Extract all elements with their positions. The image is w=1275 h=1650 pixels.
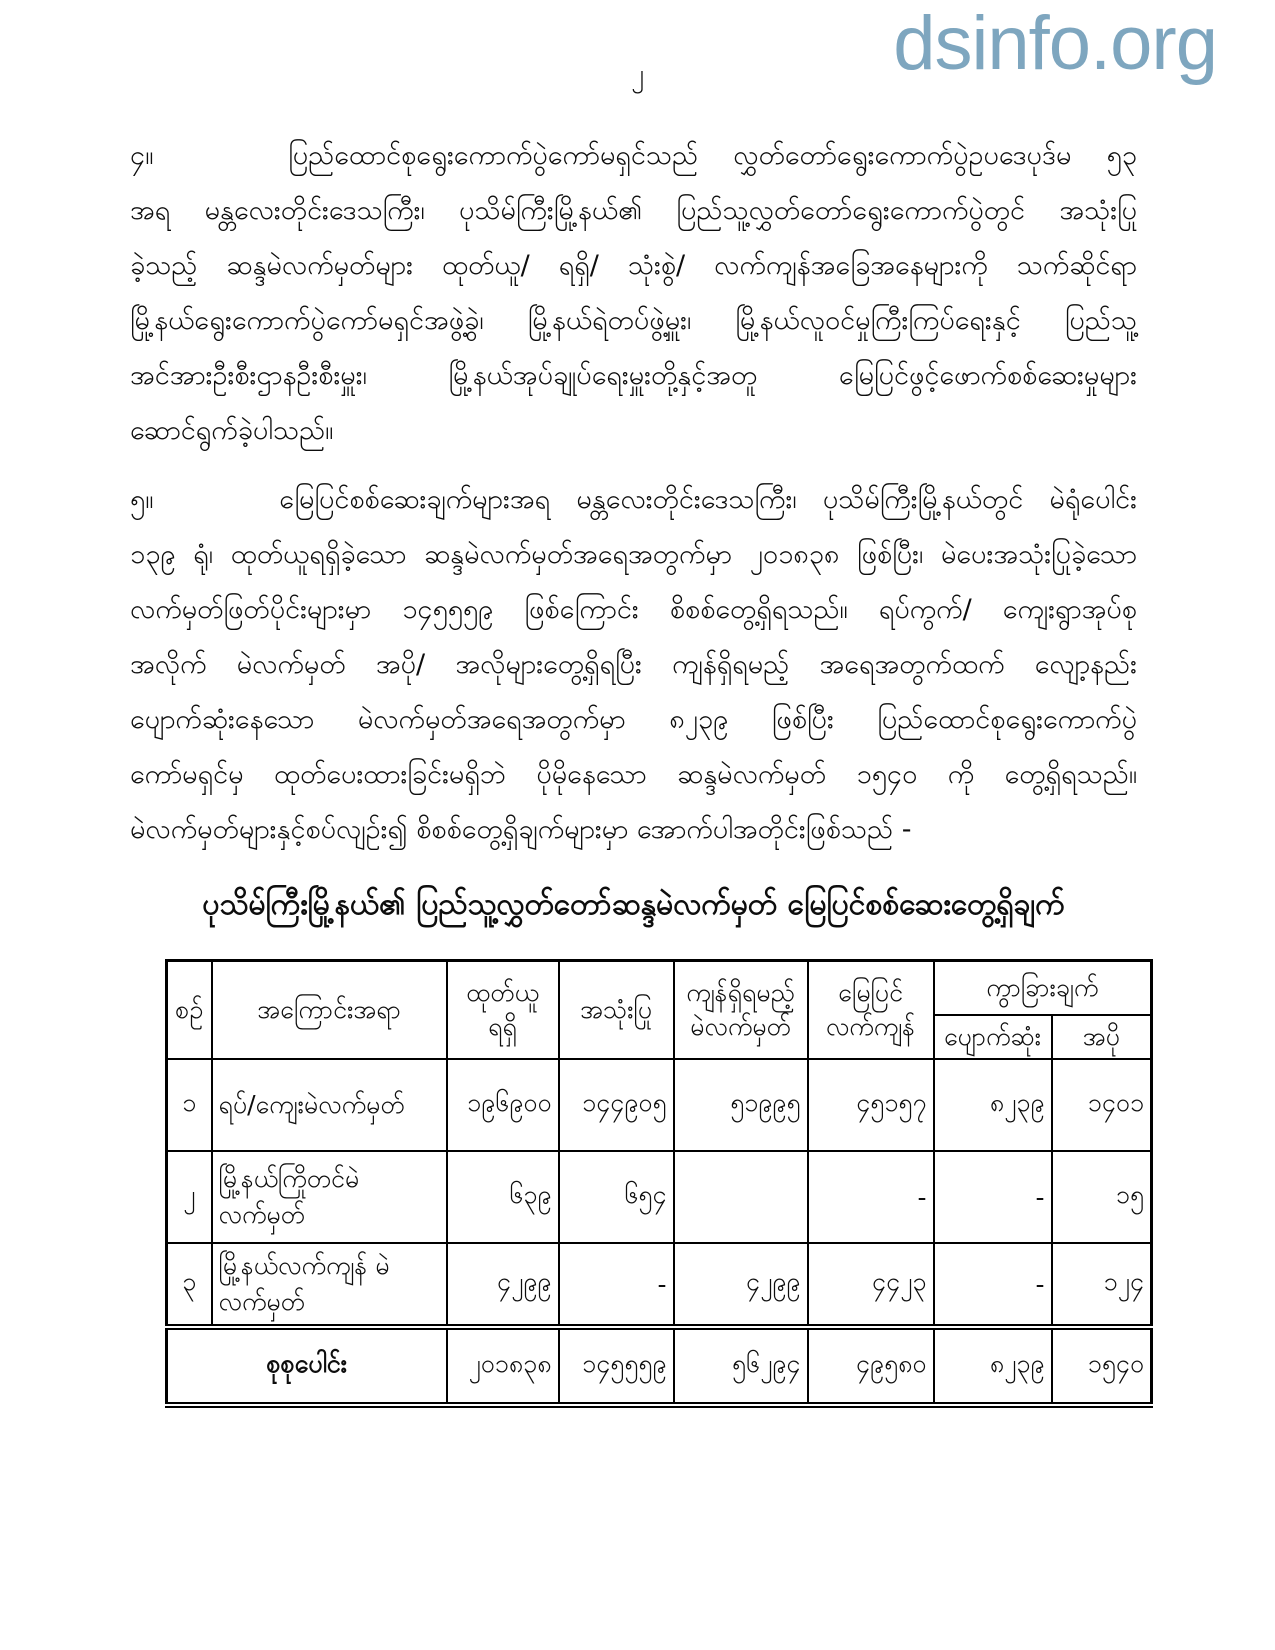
paragraph-line: မြို့နယ်ရွေးကောက်ပွဲကော်မရှင်အဖွဲ့ခွဲ၊ မြို့နယ်ရဲတပ်ဖွဲ့မှူး၊ မြို့နယ်လူဝင်မှုကြီးကြပ်ရေးနှင့် ပြည်သူ့ [130,305,1137,336]
col-header-extra: အပို [1052,1015,1152,1059]
total-ground-balance: ၄၉၅၈၀ [808,1327,934,1405]
paragraph-line: ခဲ့သည့် ဆန္ဒမဲလက်မှတ်များ ထုတ်ယူ/ ရရှိ/ သုံးစွဲ/ လက်ကျန်အခြေအနေများကို သက်ဆိုင်ရာ [130,250,1137,281]
col-header-difference: ကွာခြားချက် [934,961,1152,1016]
ballot-audit-table [165,959,1153,1408]
paragraph-line: အလိုက် မဲလက်မှတ် အပို/ အလိုများတွေ့ရှိရပြီး ကျန်ရှိရမည့် အရေအတွက်ထက် လျော့နည်း [130,649,1137,680]
cell-received: ၆၃၉ [447,1151,559,1243]
total-should-remain: ၅၆၂၉၄ [674,1327,808,1405]
paragraph-line: ကော်မရှင်မှ ထုတ်ပေးထားခြင်းမရှိဘဲ ပိုမိုနေသော ဆန္ဒမဲလက်မှတ် ၁၅၄၀ ကို တွေ့ရှိရသည်။ [130,759,1137,790]
total-received: ၂၀၁၈၃၈ [447,1327,559,1405]
total-used: ၁၄၅၅၅၉ [559,1327,674,1405]
page-number: ၂ [631,59,644,89]
paragraph-text: မြေပြင်စစ်ဆေးချက်များအရ မန္တလေးတိုင်းဒေသကြီး၊ ပုသိမ်ကြီးမြို့နယ်တွင် မဲရုံပေါင်း [279,484,1137,515]
cell-should-remain: ၅၁၉၉၅ [674,1059,808,1151]
cell-should-remain [674,1151,808,1243]
cell-subject: မြို့နယ်ကြိုတင်မဲ လက်မှတ် [212,1151,447,1243]
cell-received: ၁၉၆၉၀၀ [447,1059,559,1151]
cell-extra: ၁၄၀၁ [1052,1059,1152,1151]
cell-ground-balance: ၄၅၁၅၇ [808,1059,934,1151]
col-header-no: စဉ် [167,961,212,1060]
cell-extra: ၁၅ [1052,1151,1152,1243]
paragraph-lines [130,527,1137,857]
cell-missing: - [934,1243,1052,1327]
paragraph [130,472,1137,857]
paragraph-line: ပျောက်ဆုံးနေသော မဲလက်မှတ်အရေအတွက်မှာ ၈၂၃၉ ဖြစ်ပြီး ပြည်ထောင်စုရွေးကောက်ပွဲ [130,704,1137,735]
col-header-used: အသုံးပြု [559,961,674,1060]
cell-ground-balance: - [808,1151,934,1243]
cell-ground-balance: ၄၄၂၃ [808,1243,934,1327]
cell-no: ၁ [167,1059,212,1151]
paragraph-line: အရ မန္တလေးတိုင်းဒေသကြီး၊ ပုသိမ်ကြီးမြို့နယ်၏ ပြည်သူ့လွှတ်တော်ရွေးကောက်ပွဲတွင် အသုံးပြု [130,195,1137,226]
total-extra: ၁၅၄၀ [1052,1327,1152,1405]
cell-used: ၁၄၄၉၀၅ [559,1059,674,1151]
paragraph-marker: ၅။ [130,484,154,515]
cell-subject: မြို့နယ်လက်ကျန် မဲလက်မှတ် [212,1243,447,1327]
paragraph-line: မဲလက်မှတ်များနှင့်စပ်လျဉ်း၍ စိစစ်တွေ့ရှိချက်များမှာ အောက်ပါအတိုင်းဖြစ်သည် - [130,814,912,845]
paragraph-line: လက်မှတ်ဖြတ်ပိုင်းများမှာ ၁၄၅၅၅၉ ဖြစ်ကြောင်း စိစစ်တွေ့ရှိရသည်။ ရပ်ကွက်/ ကျေးရွာအုပ်စု [130,594,1137,625]
col-header-should-remain: ကျန်ရှိရမည့် မဲလက်မှတ် [674,961,808,1060]
col-header-missing: ပျောက်ဆုံး [934,1015,1052,1059]
table-footer [167,1327,1152,1405]
cell-no: ၂ [167,1151,212,1243]
paragraph-first-line [130,472,1137,527]
col-header-subject: အကြောင်းအရာ [212,961,447,1060]
cell-used: ၆၅၄ [559,1151,674,1243]
paragraph-line: အင်အားဦးစီးဌာနဦးစီးမှူး၊ မြို့နယ်အုပ်ချုပ်ရေးမှူးတို့နှင့်အတူ မြေပြင်ဖွင့်ဖောက်စစ်ဆေးမှုများ [130,360,1137,391]
paragraph-lines [130,183,1137,458]
paragraph-text: ပြည်ထောင်စုရွေးကောက်ပွဲကော်မရှင်သည် လွှတ်တော်ရွေးကောက်ပွဲဥပဒေပုဒ်မ ၅၃ [288,140,1137,171]
total-missing: ၈၂၃၉ [934,1327,1052,1405]
cell-no: ၃ [167,1243,212,1327]
watermark: dsinfo.org [893,1,1217,86]
paragraph-list [130,128,1137,857]
cell-should-remain: ၄၂၉၉ [674,1243,808,1327]
col-header-received: ထုတ်ယူရရှိ [447,961,559,1060]
document-content [130,128,1145,1408]
paragraph-marker: ၄။ [130,140,154,171]
total-row [167,1327,1152,1405]
table-title: ပုသိမ်ကြီးမြို့နယ်၏ ပြည်သူ့လွှတ်တော်ဆန္ဒမဲလက်မှတ် မြေပြင်စစ်ဆေးတွေ့ရှိချက် [202,887,1065,922]
col-header-ground-balance: မြေပြင် လက်ကျန် [808,961,934,1060]
total-label: စုစုပေါင်း [167,1327,447,1405]
paragraph-first-line [130,128,1137,183]
cell-received: ၄၂၉၉ [447,1243,559,1327]
cell-subject: ရပ်/ကျေးမဲလက်မှတ် [212,1059,447,1151]
cell-extra: ၁၂၄ [1052,1243,1152,1327]
table-body [167,1059,1152,1327]
cell-missing: ၈၂၃၉ [934,1059,1052,1151]
cell-missing: - [934,1151,1052,1243]
table-header [167,961,1152,1060]
table-row [167,1059,1152,1151]
table-row [167,1151,1152,1243]
paragraph [130,128,1137,458]
table-row [167,1243,1152,1327]
paragraph-line: ၁၃၉ ရုံ၊ ထုတ်ယူရရှိခဲ့သော ဆန္ဒမဲလက်မှတ်အရေအတွက်မှာ ၂၀၁၈၃၈ ဖြစ်ပြီး၊ မဲပေးအသုံးပြုခဲ့သော [130,539,1137,570]
paragraph-line: ဆောင်ရွက်ခဲ့ပါသည်။ [130,415,334,446]
cell-used: - [559,1243,674,1327]
